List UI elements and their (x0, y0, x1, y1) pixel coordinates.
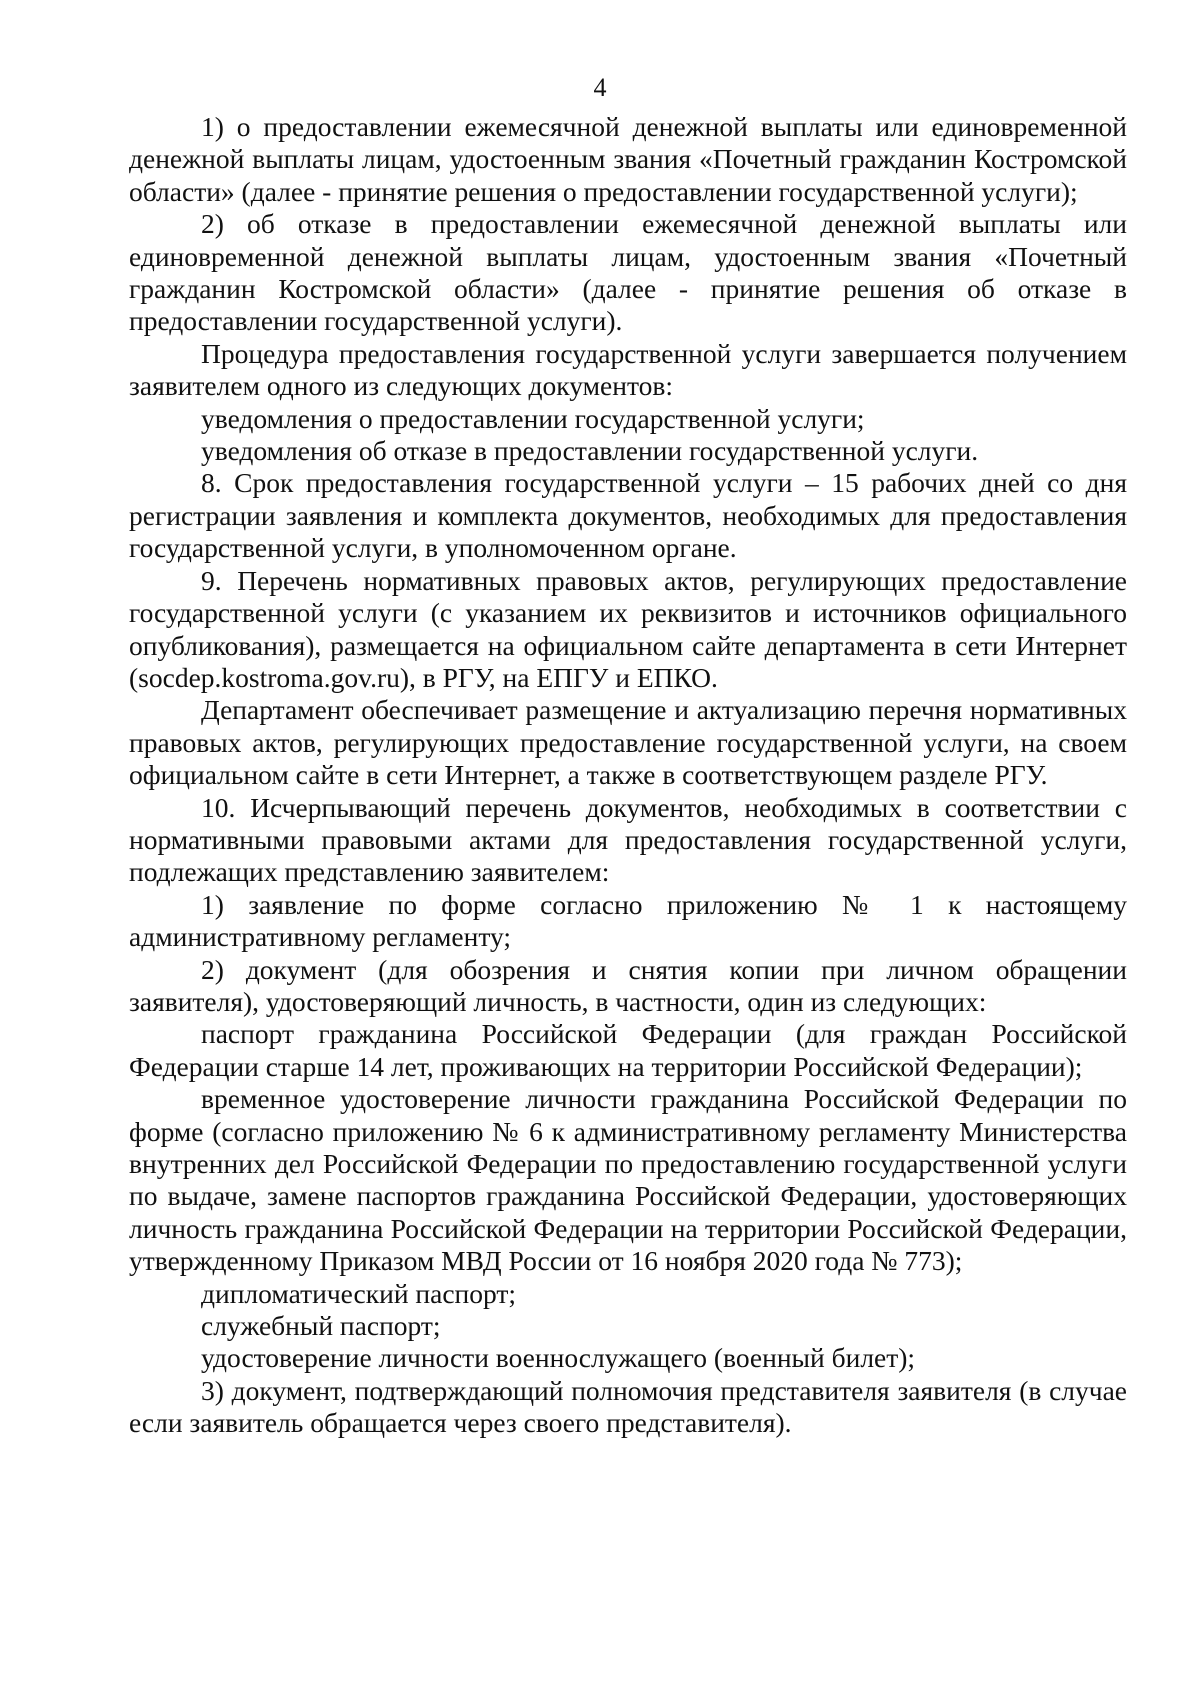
paragraph-item-9-legal-acts: 9. Перечень нормативных правовых актов, регулирующих предоставление государственной услуги (с указанием их реквизитов и источников официального опубликования), размещается на официальном сайте департамента в сети Интернет (socdep.kostroma.gov.ru), в РГУ, на ЕПГУ и ЕПКО. (129, 564, 1127, 693)
paragraph-doc-service-passport: служебный паспорт; (201, 1310, 441, 1342)
paragraph-notice-refusal: уведомления об отказе в предоставлении государственной услуги. (201, 435, 979, 467)
paragraph-procedure-result: Процедура предоставления государственной услуги завершается получением заявителем одного из следующих документов: (129, 337, 1127, 402)
paragraph-notice-grant: уведомления о предоставлении государственной услуги; (201, 402, 865, 434)
paragraph-doc-representative: 3) документ, подтверждающий полномочия представителя заявителя (в случае если заявитель обращается через своего представителя). (129, 1374, 1127, 1439)
document-body (129, 111, 1127, 1440)
paragraph-doc-temporary-id: временное удостоверение личности гражданина Российской Федерации по форме (согласно приложению № 6 к административному регламенту Министерства внутренних дел Российской Федерации по предоставлению государственной услуги по выдаче, замене паспортов гражданина Российской Федерации, удостоверяющих личность гражданина Российской Федерации на территории Российской Федерации, утвержденному Приказом МВД России от 16 ноября 2020 года № 773); (129, 1083, 1127, 1277)
paragraph-decision-grant: 1) о предоставлении ежемесячной денежной выплаты или единовременной денежной выплаты лицам, удостоенным звания «Почетный гражданин Костромской области» (далее - принятие решения о предоставлении государственной услуги); (129, 111, 1127, 207)
paragraph-item-10-documents: 10. Исчерпывающий перечень документов, необходимых в соответствии с нормативными правовыми актами для предоставления государственной услуги, подлежащих представлению заявителем: (129, 791, 1127, 888)
page-number: 4 (593, 73, 607, 102)
paragraph-doc-application: 1) заявление по форме согласно приложению № 1 к настоящему административному регламенту; (129, 888, 1127, 953)
paragraph-doc-diplomatic-passport: дипломатический паспорт; (201, 1277, 517, 1309)
paragraph-doc-passport: паспорт гражданина Российской Федерации (для граждан Российской Федерации старше 14 лет, проживающих на территории Российской Федерации); (129, 1018, 1127, 1082)
paragraph-doc-military-id: удостоверение личности военнослужащего (военный билет); (201, 1342, 916, 1374)
paragraph-doc-identity: 2) документ (для обозрения и снятия копии при личном обращении заявителя), удостоверяющий личность, в частности, один из следующих: (129, 953, 1127, 1017)
paragraph-item-8-term: 8. Срок предоставления государственной услуги – 15 рабочих дней со дня регистрации заявления и комплекта документов, необходимых для предоставления государственной услуги, в уполномоченном органе. (129, 467, 1127, 564)
paragraph-decision-refusal: 2) об отказе в предоставлении ежемесячной денежной выплаты или единовременной денежной выплаты лицам, удостоенным звания «Почетный гражданин Костромской области» (далее - принятие решения об отказе в предоставлении государственной услуги). (129, 208, 1127, 337)
paragraph-department-duties: Департамент обеспечивает размещение и актуализацию перечня нормативных правовых актов, регулирующих предоставление государственной услуги, на своем официальном сайте в сети Интернет, а также в соответствующем разделе РГУ. (129, 694, 1127, 791)
